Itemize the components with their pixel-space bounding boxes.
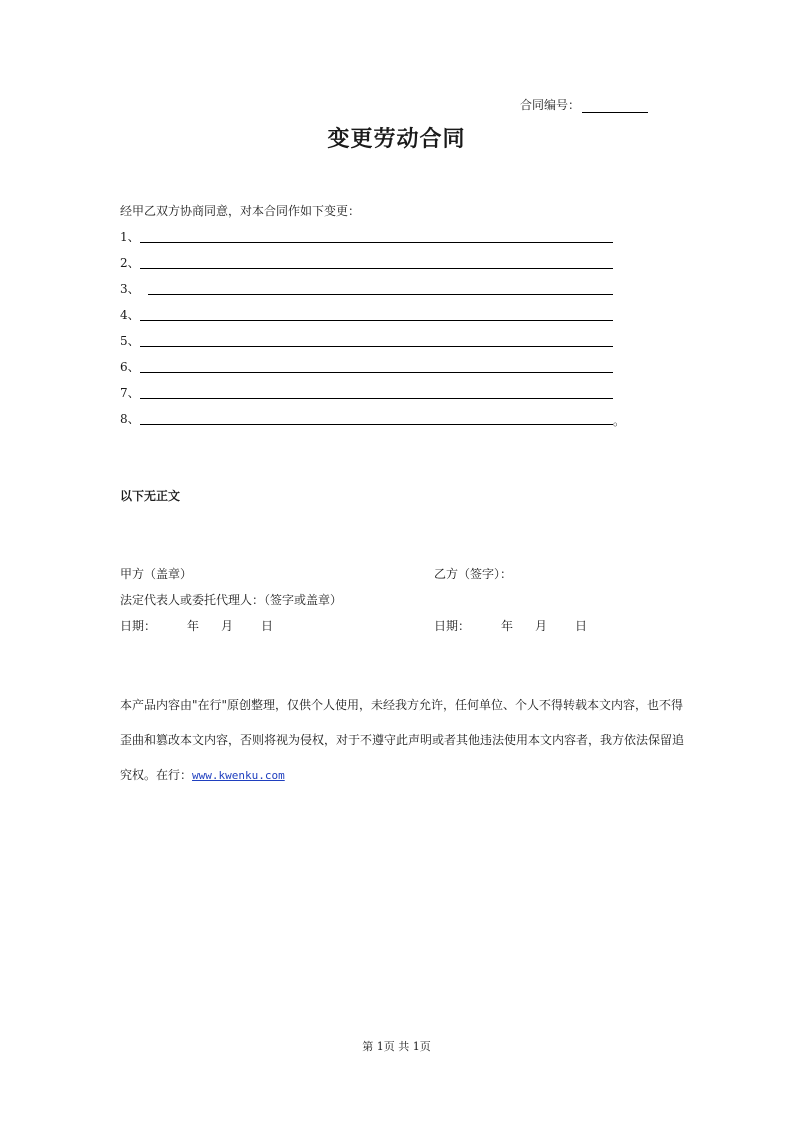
change-item-3 <box>120 281 640 297</box>
item-blank-line[interactable] <box>140 320 613 321</box>
month-label: 月 <box>535 619 548 633</box>
party-a-seal: 甲方（盖章） <box>120 567 193 581</box>
item-number: 6、 <box>120 360 140 374</box>
change-item-6 <box>120 359 640 375</box>
item-blank-line[interactable] <box>140 398 613 399</box>
item-blank-line[interactable] <box>140 372 613 373</box>
item-blank-line[interactable] <box>140 424 613 425</box>
page-footer: 第 1页 共 1页 <box>362 1040 431 1053</box>
item-blank-line[interactable] <box>140 346 613 347</box>
item-number: 4、 <box>120 308 140 322</box>
item-blank-line[interactable] <box>140 268 613 269</box>
month-label: 月 <box>221 619 234 633</box>
change-item-7 <box>120 385 640 401</box>
document-title: 变更劳动合同 <box>327 127 466 152</box>
item-blank-line[interactable] <box>140 242 613 243</box>
date-label: 日期： <box>120 619 157 633</box>
contract-number-blank[interactable] <box>582 98 648 113</box>
intro-text: 经甲乙双方协商同意，对本合同作如下变更： <box>120 204 361 218</box>
change-item-5 <box>120 333 640 349</box>
item-number: 2、 <box>120 256 140 270</box>
year-label: 年 <box>501 619 514 633</box>
party-a-date <box>120 617 274 634</box>
website-link[interactable]: www.kwenku.com <box>192 769 285 782</box>
change-item-2 <box>120 255 640 271</box>
item-number: 3、 <box>120 282 140 296</box>
change-item-4 <box>120 307 640 323</box>
item-number: 5、 <box>120 334 140 348</box>
legal-representative: 法定代表人或委托代理人：（签字或盖章） <box>120 593 343 607</box>
party-b-date <box>434 617 588 634</box>
copyright-notice <box>120 688 690 793</box>
change-item-8 <box>120 411 640 427</box>
date-label: 日期： <box>434 619 471 633</box>
item-number: 8、 <box>120 412 140 426</box>
no-further-text: 以下无正文 <box>120 489 181 503</box>
day-label: 日 <box>261 619 274 633</box>
notice-text: 本产品内容由"在行"原创整理，仅供个人使用，未经我方允许，任何单位、个人不得转载本文内容，也不得歪曲和篡改本文内容，否则将视为侵权，对于不遵守此声明或者其他违法使用本文内容者，我方依法保留追究权。在行： <box>120 698 685 782</box>
day-label: 日 <box>575 619 588 633</box>
item-blank-line[interactable] <box>148 294 613 295</box>
year-label: 年 <box>187 619 200 633</box>
change-item-1 <box>120 229 640 245</box>
item-number: 7、 <box>120 386 140 400</box>
contract-number <box>520 96 648 113</box>
contract-number-label: 合同编号： <box>520 98 581 112</box>
item-number: 1、 <box>120 230 140 244</box>
end-punctuation: 。 <box>613 414 626 428</box>
party-b-signature: 乙方（签字）： <box>434 567 513 581</box>
